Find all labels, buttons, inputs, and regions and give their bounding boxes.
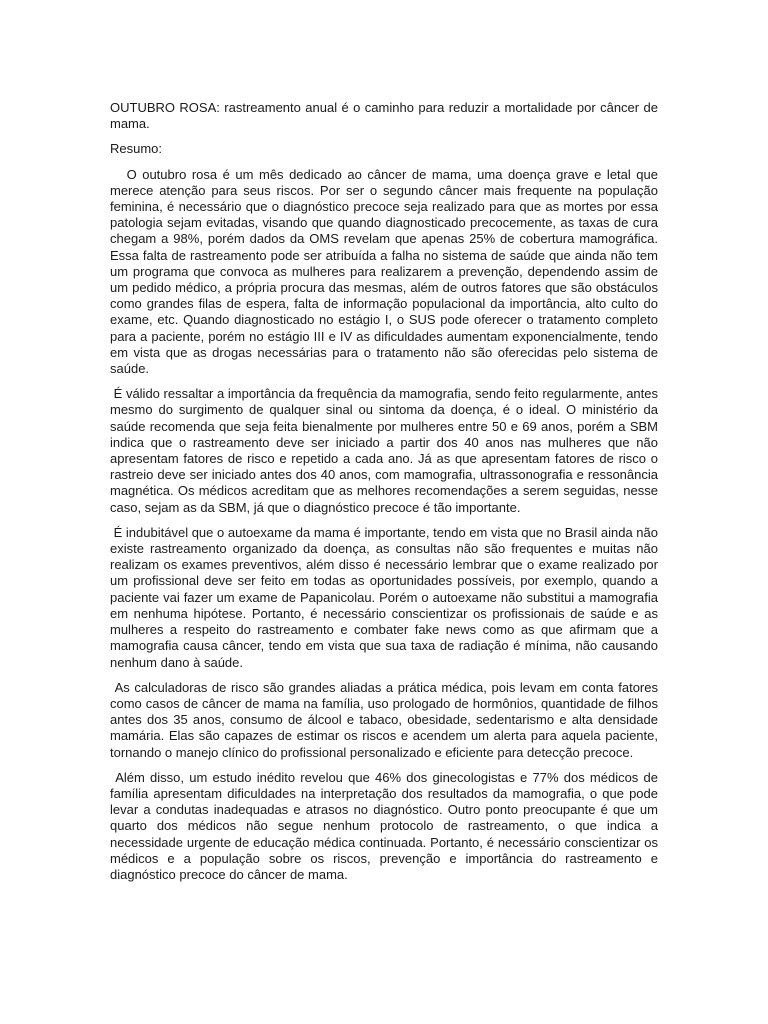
paragraph-intro: O outubro rosa é um mês dedicado ao câncer de mama, uma doença grave e letal que merece atenção para seus riscos. Por ser o segundo câncer mais frequente na população feminina, é necessário que o diagnóstico precoce seja realizado para que as mortes por essa patologia sejam evitadas, visando que quando diagnosticado precocemente, as taxas de cura chegam a 98%, porém dados da OMS revelam que apenas 25% de cobertura mamográfica. Essa falta de rastreamento pode ser atribuída a falha no sistema de saúde que ainda não tem um programa que convoca as mulheres para realizarem a prevenção, dependendo assim de um pedido médico, a própria procura das mesmas, além de outros fatores que são obstáculos como grandes filas de espera, falta de informação populacional da importância, alto culto do exame, etc. Quando diagnosticado no estágio I, o SUS pode oferecer o tratamento completo para a paciente, porém no estágio III e IV as dificuldades aumentam exponencialmente, tendo em vista que as drogas necessárias para o tratamento não são oferecidas pelo sistema de saúde. <box>110 166 662 377</box>
paragraph-conclusion: Além disso, um estudo inédito revelou que 46% dos ginecologistas e 77% dos médicos de família apresentam dificuldades na interpretação dos resultados da mamografia, o que pode levar a condutas inadequadas e atrasos no diagnóstico. Outro ponto preocupante é que um quarto dos médicos não segue nenhum protocolo de rastreamento, o que indica a necessidade urgente de educação médica continuada. Portanto, é necessário conscientizar os médicos e a população sobre os riscos, prevenção e importância do rastreamento e diagnóstico precoce do câncer de mama. <box>110 769 662 882</box>
document-page <box>110 100 662 892</box>
paragraph-risk-calculators: As calculadoras de risco são grandes aliadas a prática médica, pois levam em conta fatores como casos de câncer de mama na família, uso prologado de hormônios, quantidade de filhos antes dos 35 anos, consumo de álcool e tabaco, obesidade, sedentarismo e alta densidade mamária. Elas são capazes de estimar os riscos e acendem um alerta para aquela paciente, tornando o manejo clínico do profissional personalizado e eficiente para detecção precoce. <box>110 679 662 760</box>
paragraph-mammography-frequency: É válido ressaltar a importância da frequência da mamografia, sendo feito regularmente, antes mesmo do surgimento de qualquer sinal ou sintoma da doença, é o ideal. O ministério da saúde recomenda que seja feita bienalmente por mulheres entre 50 e 69 anos, porém a SBM indica que o rastreamento deve ser iniciado a partir dos 40 anos nas mulheres que não apresentam fatores de risco e repetido a cada ano. Já as que apresentam fatores de risco o rastreio deve ser iniciado antes dos 40 anos, com mamografia, ultrassonografia e ressonância magnética. Os médicos acreditam que as melhores recomendações a serem seguidas, nesse caso, sejam as da SBM, já que o diagnóstico precoce é tão importante. <box>110 386 662 515</box>
document-title: OUTUBRO ROSA: rastreamento anual é o caminho para reduzir a mortalidade por câncer de mama. <box>110 100 658 132</box>
paragraph-self-exam: É indubitável que o autoexame da mama é importante, tendo em vista que no Brasil ainda não existe rastreamento organizado da doença, as consultas não são frequentes e muitas não realizam os exames preventivos, além disso é necessário lembrar que o exame realizado por um profissional deve ser feito em todas as oportunidades possíveis, por exemplo, quando a paciente vai fazer um exame de Papanicolau. Porém o autoexame não substitui a mamografia em nenhuma hipótese. Portanto, é necessário conscientizar os profissionais de saúde e as mulheres a respeito do rastreamento e combater fake news como as que afirmam que a mamografia causa câncer, tendo em vista que sua taxa de radiação é mínima, não causando nenhum dano à saúde. <box>110 524 662 670</box>
summary-label: Resumo: <box>110 141 163 157</box>
